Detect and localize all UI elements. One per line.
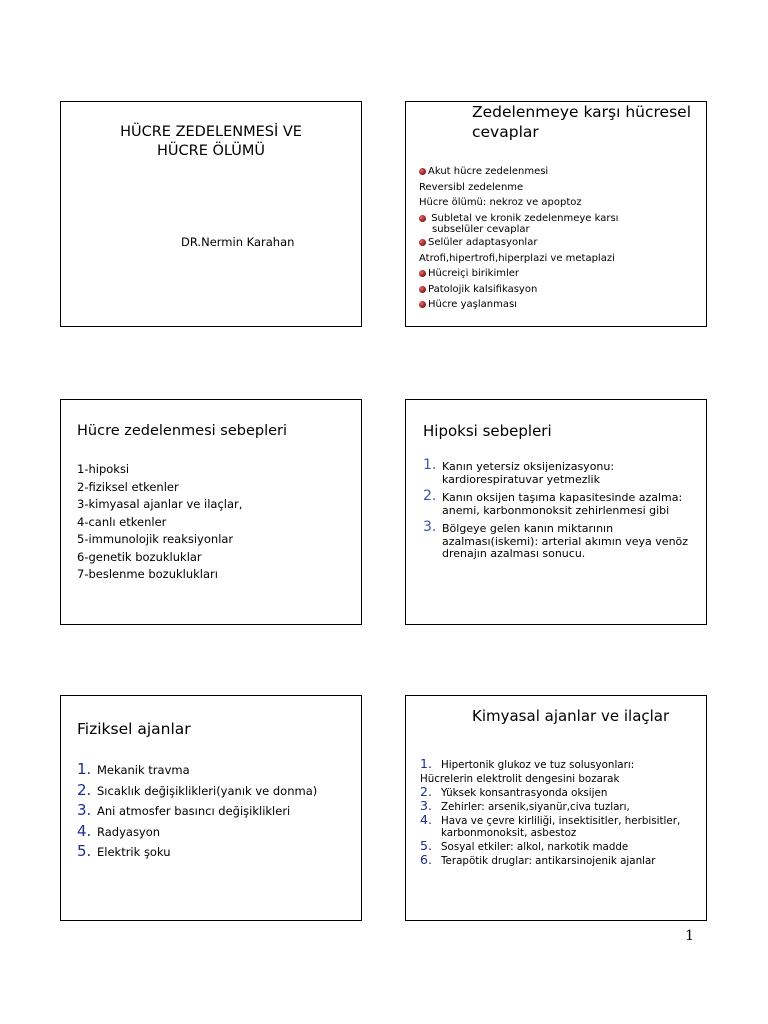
list-item (77, 842, 317, 863)
item-text: Reversibl zedelenme (419, 181, 524, 193)
bullet-icon (419, 215, 426, 222)
list-item (77, 760, 317, 781)
slide-1 (60, 101, 362, 327)
list-item (423, 488, 706, 517)
list-item (419, 282, 618, 298)
slide-title (61, 123, 361, 161)
list-item (419, 180, 618, 196)
item-text: Subletal ve kronik zedelenmeye karsı (431, 212, 619, 224)
item-text: Hava ve çevre kirliliği, insektisitler, herbisitler, karbonmonoksit, asbestoz (441, 815, 681, 839)
list-item (423, 519, 706, 561)
item-text: Ani atmosfer basıncı değişiklikleri (97, 804, 291, 818)
list-item: 2-fiziksel etkenler (77, 479, 179, 494)
list-item (420, 838, 706, 853)
item-text: Hücrelerin elektrolit dengesini bozarak (420, 773, 620, 785)
list-item (420, 798, 706, 813)
title-line-1: Zedelenmeye karşı hücresel (472, 103, 692, 121)
list-item: 7-beslenme bozuklukları (77, 567, 218, 581)
slide-4 (405, 399, 707, 625)
item-number: 4. (77, 821, 92, 840)
list-item: 5-immunolojik reaksiyonlar (77, 532, 234, 546)
title-line-2: HÜCRE ÖLÜMÜ (157, 143, 265, 159)
list-item (420, 756, 706, 771)
list-item (419, 251, 618, 267)
item-number: 3. (77, 801, 92, 819)
slide-5 (60, 695, 362, 921)
list-item (77, 822, 317, 843)
item-text: Hücre yaşlanması (428, 299, 517, 310)
item-text: Bölgeye gelen kanın miktarının azalması(iskemi): arterial akımın veya venöz drenajın azalması sonucu. (442, 522, 689, 560)
slide-3 (60, 399, 362, 625)
list-item (420, 852, 706, 867)
list-item (77, 781, 317, 802)
cause-list (77, 461, 242, 584)
item-number: 1. (420, 756, 432, 771)
item-subtext: subselüler cevaplar (432, 224, 530, 235)
item-text: Radyasyon (97, 824, 161, 839)
slide-title: Kimyasal ajanlar ve ilaçlar (472, 707, 670, 725)
slide-title: Hücre zedelenmesi sebepleri (77, 423, 288, 439)
title-line-2: cevaplar (472, 123, 539, 141)
list-item: 6-genetik bozukluklar (77, 549, 202, 564)
item-text: Zehirler: arsenik,siyanür,civa tuzları, (441, 801, 630, 813)
item-text: Atrofi,hipertrofi,hiperplazi ve metaplazi (419, 252, 615, 264)
item-number: 5. (77, 842, 92, 860)
item-number: 2. (77, 780, 92, 799)
item-number: 1. (423, 457, 437, 473)
item-number: 3. (420, 798, 432, 813)
item-text: Hücreiçi birikimler (428, 268, 520, 279)
item-text: Kanın oksijen taşıma kapasitesinde azalma: anemi, karbonmonoksit zehirlenmesi gibi (442, 491, 683, 517)
title-line-1: HÜCRE ZEDELENMESİ VE (120, 124, 302, 140)
item-text: Sosyal etkiler: alkol, narkotik madde (441, 841, 629, 853)
list-item (419, 195, 618, 211)
item-number: 6. (420, 852, 432, 867)
item-text: Hipertonik glukoz ve tuz solusyonları: (441, 759, 635, 771)
slide-6 (405, 695, 707, 921)
item-number: 5. (420, 838, 432, 853)
slide-title (472, 102, 691, 142)
list-item (419, 211, 618, 236)
slide-2 (405, 101, 707, 327)
item-number: 3. (423, 519, 437, 535)
list-item: 1-hipoksi (77, 462, 130, 476)
list-item: 4-canlı etkenler (77, 514, 167, 529)
list-item (419, 164, 618, 180)
page-number: 1 (685, 928, 694, 944)
bullet-icon (419, 270, 426, 277)
author: DR.Nermin Karahan (181, 235, 295, 249)
item-number: 2. (423, 488, 437, 504)
numbered-list (420, 756, 706, 869)
item-text: Elektrik şoku (97, 845, 171, 859)
list-item (420, 773, 706, 785)
item-number: 4. (420, 812, 432, 827)
item-text: Yüksek konsantrasyonda oksijen (441, 787, 608, 799)
list-item (420, 812, 706, 839)
item-text: Terapötik druglar: antikarsinojenik ajanlar (441, 855, 656, 867)
list-item (419, 235, 618, 251)
list-item (419, 266, 618, 282)
bullet-icon (419, 301, 426, 308)
bullet-icon (419, 286, 426, 293)
list-item: 3-kimyasal ajanlar ve ilaçlar, (77, 497, 243, 511)
item-text: Selüler adaptasyonlar (428, 237, 538, 248)
item-text: Patolojik kalsifikasyon (428, 283, 538, 295)
list-item (423, 457, 706, 486)
item-text: Mekanik travma (97, 763, 190, 777)
item-text: Kanın yetersiz oksijenizasyonu: kardiorespiratuvar yetmezlik (442, 460, 615, 486)
bullet-list (419, 164, 618, 313)
numbered-list (77, 760, 317, 863)
item-text: Hücre ölümü: nekroz ve apoptoz (419, 197, 582, 208)
slide-title: Hipoksi sebepleri (423, 422, 552, 440)
bullet-icon (419, 239, 426, 246)
list-item (419, 297, 618, 313)
item-text: Sıcaklık değişiklikleri(yanık ve donma) (97, 783, 318, 798)
item-number: 2. (420, 784, 432, 799)
numbered-list (423, 457, 706, 567)
list-item (420, 784, 706, 799)
bullet-icon (419, 168, 426, 175)
list-item (77, 801, 317, 822)
item-text: Akut hücre zedelenmesi (428, 166, 549, 177)
slide-title: Fiziksel ajanlar (77, 720, 191, 738)
item-number: 1. (77, 760, 92, 778)
